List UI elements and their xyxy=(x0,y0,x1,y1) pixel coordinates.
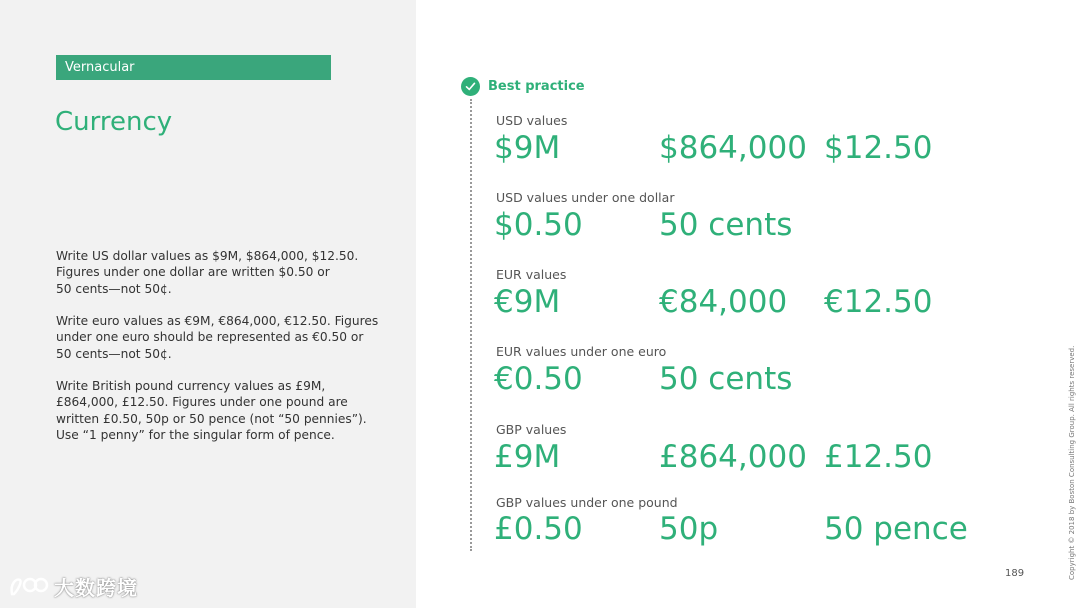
page-title: Currency xyxy=(55,107,173,137)
timeline-line xyxy=(470,99,472,551)
example-value: £864,000 xyxy=(659,439,807,475)
section-tag: Vernacular xyxy=(56,55,331,80)
example-value: £12.50 xyxy=(824,439,933,475)
gbp-guideline-paragraph: Write British pound currency values as £9M, £864,000, £12.50. Figures under one pound are written £0.50, 50p or 50 pence (not “50 pennies”). Use “1 penny” for the singular form of pence. xyxy=(56,379,367,442)
example-value: €84,000 xyxy=(659,284,788,320)
example-label-eur: EUR values xyxy=(496,267,567,282)
example-value: €12.50 xyxy=(824,284,933,320)
example-label-usd-under-dollar: USD values under one dollar xyxy=(496,190,675,205)
usd-guideline-paragraph: Write US dollar values as $9M, $864,000, $12.50. Figures under one dollar are written $0.50 or 50 cents—not 50¢. xyxy=(56,249,359,296)
example-value: 50p xyxy=(659,511,719,547)
example-label-gbp: GBP values xyxy=(496,422,567,437)
example-value: $0.50 xyxy=(494,207,583,243)
example-value: €9M xyxy=(494,284,561,320)
example-value: 50 cents xyxy=(659,361,793,397)
example-value: €0.50 xyxy=(494,361,583,397)
euro-guideline-paragraph: Write euro values as €9M, €864,000, €12.50. Figures under one euro should be represented as €0.50 or 50 cents—not 50¢. xyxy=(56,314,379,361)
left-panel xyxy=(0,0,416,608)
watermark-text: 大数跨境 xyxy=(54,576,138,600)
example-label-eur-under-euro: EUR values under one euro xyxy=(496,344,667,359)
check-circle-icon xyxy=(461,77,480,96)
example-label-gbp-under-pound: GBP values under one pound xyxy=(496,495,678,510)
best-practice-header xyxy=(461,77,585,96)
example-value: $864,000 xyxy=(659,130,807,166)
example-label-usd: USD values xyxy=(496,113,568,128)
example-value: £9M xyxy=(494,439,561,475)
best-practice-label: Best practice xyxy=(488,79,585,94)
example-value: 50 cents xyxy=(659,207,793,243)
watermark xyxy=(8,572,138,601)
example-value: £0.50 xyxy=(494,511,583,547)
example-value: $9M xyxy=(494,130,561,166)
page-number: 189 xyxy=(1005,568,1025,579)
example-value: 50 pence xyxy=(824,511,968,547)
example-value: $12.50 xyxy=(824,130,933,166)
logo-icon xyxy=(8,574,50,600)
copyright-notice: Copyright © 2018 by Boston Consulting Group. All rights reserved. xyxy=(1068,345,1076,580)
